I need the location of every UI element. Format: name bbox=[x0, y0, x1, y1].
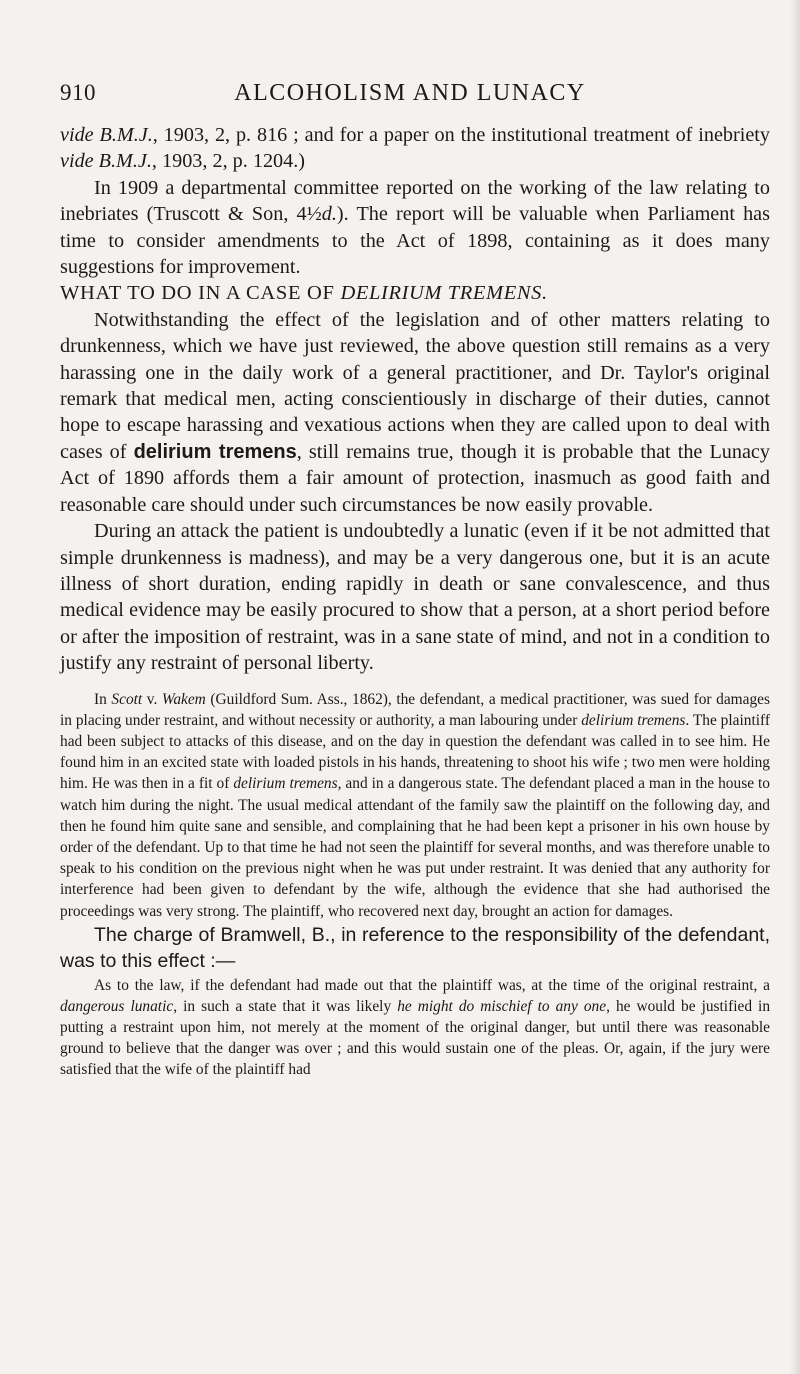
text-span: , 1903, 2, p. 816 ; and for a paper on the institutional treatment of inebriety bbox=[152, 124, 770, 146]
text-span: v. bbox=[142, 690, 162, 708]
text-span: In 1909 a departmental committee reported on the working of the law relating to inebriates (Truscott & Son, 4½ bbox=[60, 176, 770, 226]
text-span: In bbox=[94, 690, 112, 708]
text-span: , and in a dangerous state. The defendant placed a man in the house to watch him during the night. The usual medical attendant of the family saw the plaintiff on the following day, and then he found him quite sane and sensible, and complaining that he had been kept a prisoner in his own house by order of the defendant. Up to that time he had not seen the plaintiff for several months, and was therefore unable to speak to his condition on the previous night when he was put under restraint. It was denied that any authority for interference had been given to defendant by the wife, although the evidence that she had authorised the proceedings was very strong. The plaintiff, who recovered next day, brought an action for damages. bbox=[60, 775, 770, 920]
term-italic: delirium tremens bbox=[233, 775, 338, 793]
text-span: The charge of Bramwell, B., in reference to the responsibility of the defendant, was to this effect :— bbox=[60, 923, 770, 973]
text-span: , 1903, 2, p. 1204.) bbox=[151, 150, 306, 173]
text-span: . The plaintiff had been subject to attacks of this disease, and on the day in question the defendant was called in to see him. He found him in an excited state with loaded pistols in his hands, threatening to shoot his wife ; two men were holding him. He was then in a fit of bbox=[60, 711, 770, 793]
charge-paragraph bbox=[60, 922, 770, 975]
text-span: As to the law, if the defendant had made out that the plaintiff was, at the time of the original restraint, a bbox=[94, 976, 770, 994]
text-span: , still remains true, though it is probable that the Lunacy Act of 1890 affords them a fair amount of protection, inasmuch as good faith and reasonable care should under such circumstances be now easily provable. bbox=[60, 440, 770, 516]
text-span: , he would be justified in putting a restraint upon him, not merely at the moment of the original danger, but until there was reasonable ground to believe that the danger was over ; and this would sustain one of the pleas. Or, again, if the jury were satisfied that the wife of the plaintiff had bbox=[60, 997, 771, 1079]
bold-term: delirium tremens bbox=[133, 440, 297, 463]
case-name-italic: Wakem bbox=[161, 690, 206, 708]
term-italic: delirium tremens bbox=[581, 711, 686, 729]
bmj-italic: B.M.J. bbox=[98, 150, 152, 173]
bmj-italic: B.M.J. bbox=[99, 124, 153, 146]
text-span: Notwithstanding the effect of the legislation and of other matters relating to drunkenness, which we have just reviewed, the above question still remains as a very harassing one in the daily work of a general practitioner, and Dr. Taylor's original remark that medical men, acting conscientiously in discharge of their duties, cannot hope to escape harassing and vexatious actions when they are called upon to deal with cases of bbox=[60, 308, 770, 463]
paragraph-committee bbox=[60, 175, 770, 281]
pence-italic: d. bbox=[321, 203, 337, 226]
text-span: (Guildford Sum. Ass., 1862), the defendant, a medical practitioner, was sued for damages in placing under restraint, and without necessity or authority, a man labouring under bbox=[60, 690, 770, 729]
page-header bbox=[60, 80, 760, 116]
body-text bbox=[60, 122, 770, 1081]
heading-text: WHAT TO DO IN A CASE OF bbox=[60, 282, 341, 305]
paragraph-citation bbox=[60, 122, 770, 175]
heading-italic: DELIRIUM TREMENS. bbox=[340, 282, 548, 305]
case-paragraph bbox=[60, 689, 770, 922]
paragraph-notwithstanding bbox=[60, 307, 770, 518]
page-number: 910 bbox=[60, 80, 96, 105]
paragraph-during-attack bbox=[60, 518, 770, 676]
vide-italic: vide bbox=[60, 150, 94, 173]
vide-italic: vide bbox=[60, 124, 94, 146]
text-span: During an attack the patient is undoubtedly a lunatic (even if it be not admitted that simple drunkenness is madness), and may be a very dangerous one, but it is an acute illness of short duration, ending rapidly in death or sane convalescence, and thus medical evidence may be easily procured to show that a person, at a short period before or after the imposition of restraint, was in a sane state of mind, and not in a condition to justify any restraint of personal liberty. bbox=[60, 520, 770, 675]
case-name-italic: Scott bbox=[111, 690, 143, 708]
running-head: ALCOHOLISM AND LUNACY bbox=[234, 80, 586, 106]
quote-italic: he might do mischief to any one bbox=[397, 997, 607, 1015]
quote-italic: dangerous lunatic bbox=[60, 997, 174, 1015]
text-span: ). The report will be valuable when Parliament has time to consider amendments to the Act of 1898, containing as it does many suggestions for improvement. bbox=[60, 203, 770, 279]
quote-paragraph bbox=[60, 975, 770, 1081]
text-span: , in such a state that it was likely bbox=[173, 997, 398, 1015]
page-edge-shadow bbox=[790, 0, 800, 1374]
section-heading bbox=[60, 280, 770, 306]
